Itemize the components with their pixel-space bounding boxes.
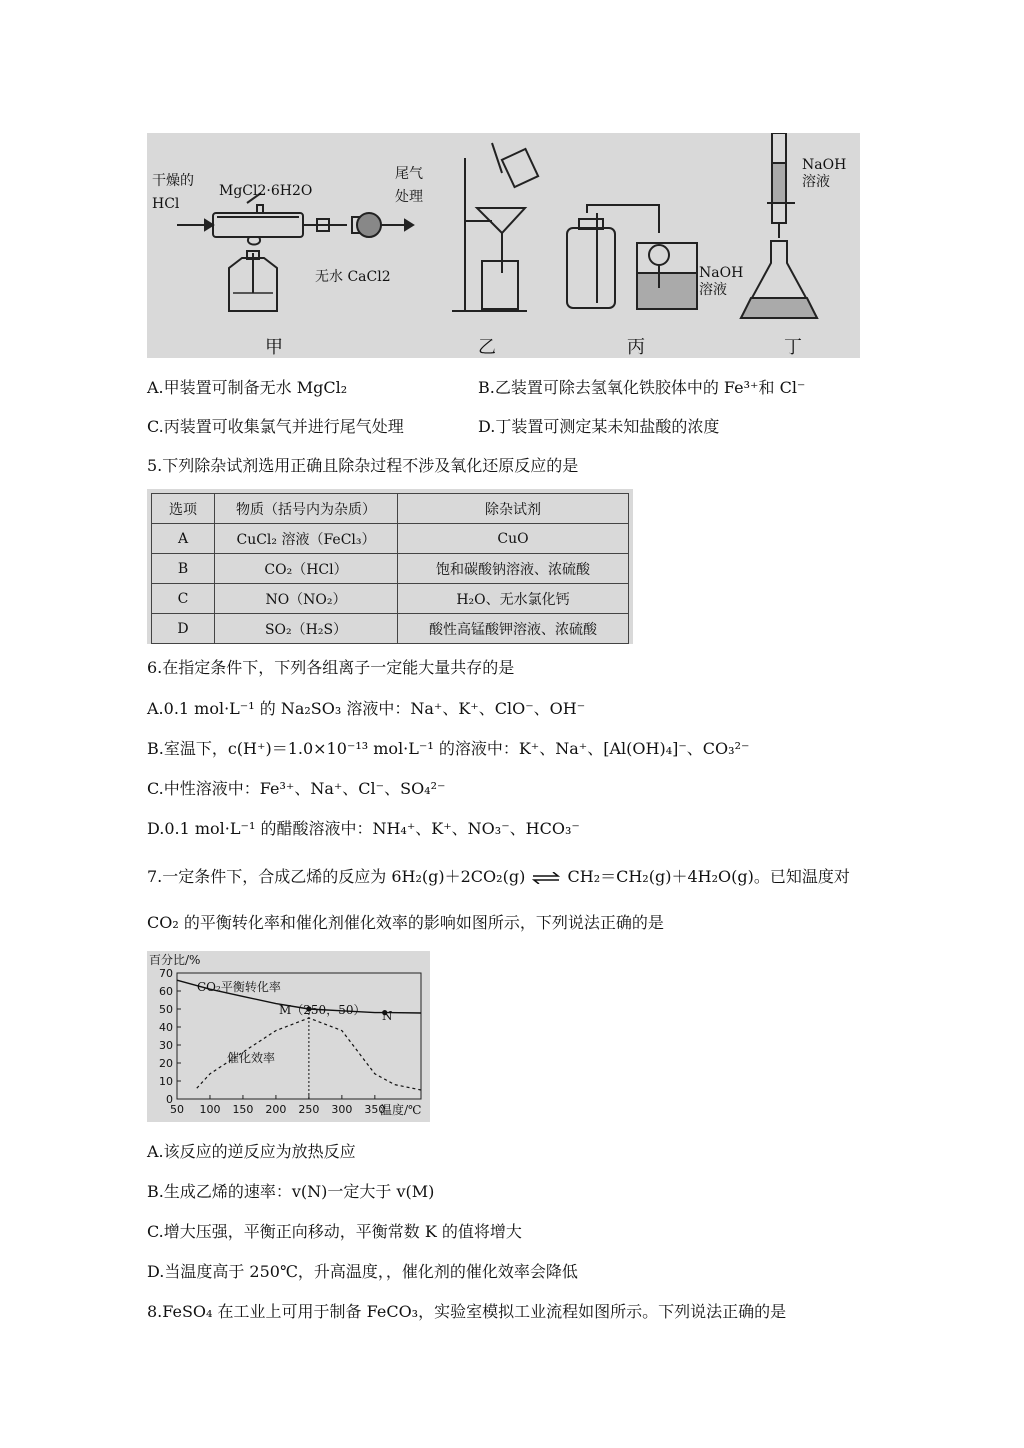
equilibrium-arrows-icon — [532, 872, 560, 884]
point-label-n: N — [382, 1009, 393, 1023]
exhaust-label: 尾气 处理 — [395, 166, 423, 205]
y-tick-label: 30 — [159, 1039, 173, 1052]
table-header-cell: 选项 — [152, 494, 215, 524]
table-cell: 饱和碳酸钠溶液、浓硫酸 — [398, 554, 629, 584]
q5-stem: 5.下列除杂试剂选用正确且除杂过程不涉及氧化还原反应的是 — [147, 456, 579, 475]
q7-chart — [147, 951, 430, 1122]
salt-label: MgCl2·6H2O — [219, 183, 313, 199]
x-tick-label: 200 — [265, 1103, 287, 1116]
x-tick-label: 350 — [364, 1103, 386, 1116]
y-tick-label: 0 — [166, 1093, 173, 1106]
q6-option-c: C.中性溶液中：Fe³⁺、Na⁺、Cl⁻、SO₄²⁻ — [147, 779, 446, 798]
y-tick-label: 10 — [159, 1075, 173, 1088]
table-row — [152, 554, 629, 584]
table-cell: D — [152, 614, 215, 644]
caption-ding: 丁 — [784, 337, 802, 358]
table-row — [152, 584, 629, 614]
dry-hcl-label: 干燥的 HCl — [152, 173, 194, 212]
q7-stem-line1 — [147, 867, 850, 887]
table-header-row — [152, 494, 629, 524]
q7-stem-part1: 7.一定条件下，合成乙烯的反应为 6H₂(g)＋2CO₂(g) — [147, 867, 526, 886]
q7-stem-part2: CH₂＝CH₂(g)＋4H₂O(g)。已知温度对 — [567, 867, 850, 886]
apparatus-drawing — [147, 133, 860, 358]
apparatus-figure — [147, 133, 860, 358]
table-row — [152, 524, 629, 554]
x-tick-label: 50 — [170, 1103, 184, 1116]
y-tick-label: 20 — [159, 1057, 173, 1070]
q7-option-d: D.当温度高于 250℃，升高温度，，催化剂的催化效率会降低 — [147, 1262, 578, 1281]
bing-naoh-label: NaOH 溶液 — [699, 265, 744, 298]
table-cell: 酸性高锰酸钾溶液、浓硫酸 — [398, 614, 629, 644]
x-tick-label: 250 — [298, 1103, 320, 1116]
table-header-cell: 物质（括号内为杂质） — [215, 494, 398, 524]
caption-bing: 丙 — [627, 337, 645, 358]
y-tick-label: 50 — [159, 1003, 173, 1016]
table-header-cell: 除杂试剂 — [398, 494, 629, 524]
q7-stem-line2: CO₂ 的平衡转化率和催化剂催化效率的影响如图所示，下列说法正确的是 — [147, 913, 664, 932]
q4-option-a: A.甲装置可制备无水 MgCl₂ — [147, 378, 348, 397]
x-tick-label: 100 — [199, 1103, 221, 1116]
x-tick-label: 150 — [232, 1103, 254, 1116]
table-cell: CO₂（HCl） — [215, 554, 398, 584]
q7-option-a: A.该反应的逆反应为放热反应 — [147, 1142, 356, 1161]
table-cell: SO₂（H₂S） — [215, 614, 398, 644]
q4-option-d: D.丁装置可测定某未知盐酸的浓度 — [478, 417, 720, 436]
caption-jia: 甲 — [265, 337, 283, 358]
table-cell: B — [152, 554, 215, 584]
series-label-conversion: CO₂平衡转化率 — [197, 980, 281, 994]
chart-ylabel: 百分比/% — [149, 953, 201, 967]
q5-table-photo — [147, 489, 633, 644]
q7-option-b: B.生成乙烯的速率：v(N)一定大于 v(M) — [147, 1182, 435, 1201]
q6-stem: 6.在指定条件下，下列各组离子一定能大量共存的是 — [147, 658, 515, 677]
q6-option-b: B.室温下，c(H⁺)＝1.0×10⁻¹³ mol·L⁻¹ 的溶液中：K⁺、Na⁺、[Al(OH)₄]⁻、CO₃²⁻ — [147, 739, 750, 758]
table-cell: NO（NO₂） — [215, 584, 398, 614]
table-row — [152, 614, 629, 644]
table-cell: C — [152, 584, 215, 614]
caption-yi: 乙 — [478, 337, 496, 358]
ding-naoh-label: NaOH 溶液 — [802, 157, 847, 190]
x-tick-label: 300 — [331, 1103, 353, 1116]
table-cell: H₂O、无水氯化钙 — [398, 584, 629, 614]
drying-agent-label: 无水 CaCl2 — [315, 269, 391, 285]
q7-option-c: C.增大压强，平衡正向移动，平衡常数 K 的值将增大 — [147, 1222, 522, 1241]
q4-option-b: B.乙装置可除去氢氧化铁胶体中的 Fe³⁺和 Cl⁻ — [478, 378, 806, 397]
table-cell: CuCl₂ 溶液（FeCl₃） — [215, 524, 398, 554]
chart-xlabel: 温度/℃ — [380, 1103, 422, 1117]
series-label-efficiency: 催化效率 — [227, 1051, 276, 1065]
q6-option-d: D.0.1 mol·L⁻¹ 的醋酸溶液中：NH₄⁺、K⁺、NO₃⁻、HCO₃⁻ — [147, 819, 580, 838]
q6-option-a: A.0.1 mol·L⁻¹ 的 Na₂SO₃ 溶液中：Na⁺、K⁺、ClO⁻、OH⁻ — [147, 699, 586, 718]
y-tick-label: 60 — [159, 985, 173, 998]
table-cell: CuO — [398, 524, 629, 554]
table-cell: A — [152, 524, 215, 554]
y-tick-label: 40 — [159, 1021, 173, 1034]
q8-stem: 8.FeSO₄ 在工业上可用于制备 FeCO₃，实验室模拟工业流程如图所示。下列说法正确的是 — [147, 1302, 787, 1321]
q7-chart-photo — [147, 951, 430, 1122]
y-tick-label: 70 — [159, 967, 173, 980]
q5-table — [151, 493, 629, 644]
q4-option-c: C.丙装置可收集氯气并进行尾气处理 — [147, 417, 404, 436]
point-label-m: M（250，50） — [279, 1003, 366, 1017]
